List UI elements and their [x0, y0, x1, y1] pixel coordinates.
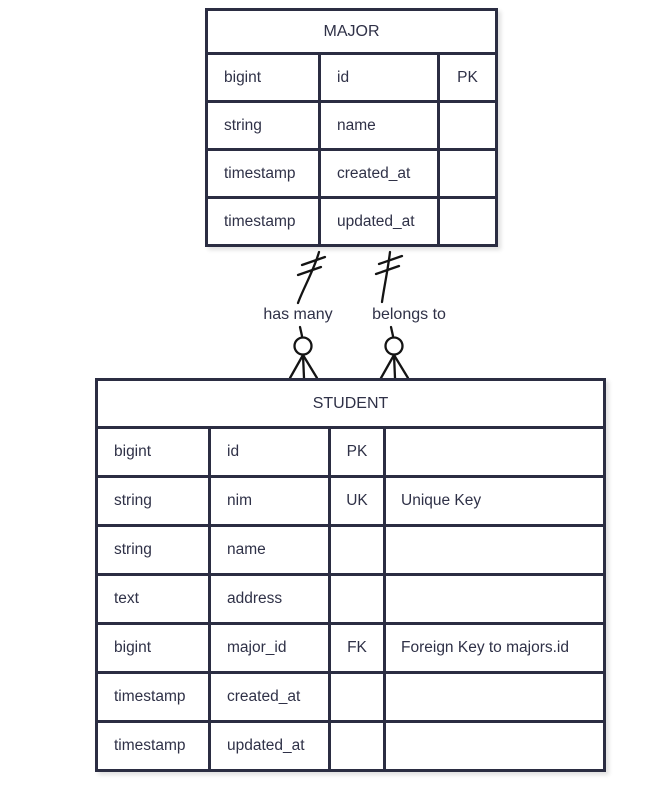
column-key-cell [330, 526, 385, 575]
column-type-cell: string [97, 477, 210, 526]
cardinality-zero-or-many-marker [290, 327, 317, 378]
table-row [97, 673, 605, 722]
cardinality-zero-or-many-marker [381, 327, 408, 378]
column-comment-cell: Unique Key [385, 477, 605, 526]
column-type-cell: timestamp [97, 722, 210, 771]
relationship-label-has-many: has many [260, 306, 335, 324]
column-comment-cell [385, 575, 605, 624]
column-type-cell: string [207, 102, 320, 150]
column-key-cell: PK [439, 54, 497, 102]
column-comment-cell: Foreign Key to majors.id [385, 624, 605, 673]
entity-title-student: STUDENT [97, 380, 605, 428]
cardinality-one-marker [298, 257, 325, 275]
column-type-cell: string [97, 526, 210, 575]
column-key-cell: PK [330, 428, 385, 477]
column-name-cell: major_id [210, 624, 330, 673]
column-type-cell: bigint [97, 624, 210, 673]
table-row [207, 198, 497, 246]
column-type-cell: timestamp [207, 150, 320, 198]
relationship-label-belongs-to: belongs to [369, 306, 449, 324]
table-row [97, 428, 605, 477]
column-comment-cell [385, 428, 605, 477]
table-row [207, 150, 497, 198]
column-name-cell: updated_at [320, 198, 439, 246]
cardinality-one-marker [376, 256, 402, 274]
table-row [207, 102, 497, 150]
column-name-cell: updated_at [210, 722, 330, 771]
column-type-cell: bigint [97, 428, 210, 477]
column-name-cell: nim [210, 477, 330, 526]
column-name-cell: name [210, 526, 330, 575]
column-key-cell: FK [330, 624, 385, 673]
column-name-cell: created_at [320, 150, 439, 198]
column-key-cell [330, 673, 385, 722]
column-type-cell: bigint [207, 54, 320, 102]
column-key-cell [439, 198, 497, 246]
column-comment-cell [385, 673, 605, 722]
entity-title-major: MAJOR [207, 10, 497, 54]
column-key-cell [439, 150, 497, 198]
column-comment-cell [385, 722, 605, 771]
column-name-cell: address [210, 575, 330, 624]
column-key-cell [330, 575, 385, 624]
entity-table-student[interactable] [95, 378, 606, 772]
column-name-cell: created_at [210, 673, 330, 722]
table-row [97, 575, 605, 624]
column-type-cell: timestamp [97, 673, 210, 722]
entity-header-row [207, 10, 497, 54]
column-name-cell: id [320, 54, 439, 102]
table-row [97, 624, 605, 673]
entity-table-major[interactable] [205, 8, 498, 247]
entity-header-row [97, 380, 605, 428]
column-key-cell: UK [330, 477, 385, 526]
column-name-cell: name [320, 102, 439, 150]
table-row [97, 722, 605, 771]
column-key-cell [439, 102, 497, 150]
table-row [97, 526, 605, 575]
column-comment-cell [385, 526, 605, 575]
table-row [97, 477, 605, 526]
table-row [207, 54, 497, 102]
column-name-cell: id [210, 428, 330, 477]
column-type-cell: text [97, 575, 210, 624]
column-type-cell: timestamp [207, 198, 320, 246]
column-key-cell [330, 722, 385, 771]
connector-line [298, 252, 319, 303]
connector-line [382, 252, 390, 302]
